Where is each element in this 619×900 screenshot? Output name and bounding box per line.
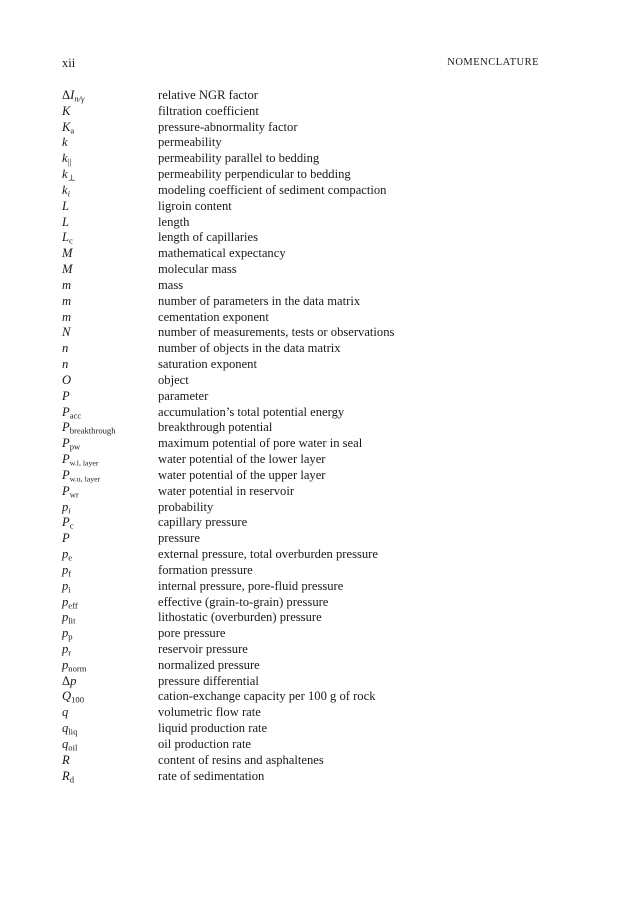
symbol (62, 120, 158, 136)
definition: normalized pressure (158, 657, 260, 672)
definition: modeling coefficient of sediment compaction (158, 182, 387, 197)
symbol (62, 310, 158, 326)
symbol-base: k (62, 151, 68, 166)
symbol-subscript: ⊥ (67, 172, 76, 183)
symbol (62, 294, 158, 310)
symbol (62, 167, 158, 183)
symbol-base: R (62, 768, 70, 783)
symbol (62, 246, 158, 262)
symbol-base: p (62, 578, 69, 593)
definition: water potential of the lower layer (158, 452, 326, 467)
definition: rate of sedimentation (158, 768, 265, 783)
symbol-base: n (62, 357, 69, 372)
nomenclature-entry (62, 151, 562, 167)
nomenclature-entry (62, 294, 562, 310)
symbol-subscript: norm (68, 663, 87, 674)
symbol (62, 642, 158, 658)
symbol-base: p (62, 657, 69, 672)
symbol-base: P (62, 467, 70, 482)
symbol-base: m (62, 309, 72, 324)
nomenclature-entry (62, 626, 562, 642)
definition: probability (158, 499, 214, 514)
symbol (62, 135, 158, 151)
symbol (62, 325, 158, 341)
symbol (62, 689, 158, 705)
symbol-subscript: liq (68, 726, 78, 737)
symbol-subscript: i (68, 505, 71, 516)
symbol-subscript: || (67, 156, 72, 167)
symbol-base: q (62, 736, 69, 751)
symbol-base: P (62, 531, 70, 546)
nomenclature-entry (62, 341, 562, 357)
symbol-subscript: wr (69, 489, 79, 500)
symbol-base: P (62, 420, 70, 435)
nomenclature-entry (62, 389, 562, 405)
symbol (62, 547, 158, 563)
definition: pore pressure (158, 626, 226, 641)
symbol (62, 341, 158, 357)
symbol (62, 452, 158, 468)
symbol (62, 753, 158, 769)
nomenclature-entry (62, 310, 562, 326)
nomenclature-entry (62, 215, 562, 231)
definition: cation-exchange capacity per 100 g of rock (158, 689, 376, 704)
symbol (62, 468, 158, 484)
definition: length (158, 214, 190, 229)
nomenclature-entry (62, 452, 562, 468)
symbol-subscript: i (68, 584, 71, 595)
symbol-base: N (62, 325, 71, 340)
definition: permeability perpendicular to bedding (158, 167, 351, 182)
definition: maximum potential of pore water in seal (158, 436, 363, 451)
nomenclature-entry (62, 531, 562, 547)
symbol-prefix: Δ (62, 673, 71, 688)
symbol-base: I (70, 88, 75, 102)
symbol-base: p (62, 610, 69, 625)
symbol-subscript: 100 (71, 694, 84, 705)
symbol (62, 626, 158, 642)
nomenclature-entry (62, 230, 562, 246)
symbol-base: R (62, 752, 70, 767)
symbol-base: k (62, 182, 68, 197)
symbol-base: m (62, 277, 72, 292)
symbol-subscript: w.u, layer (69, 474, 101, 484)
symbol (62, 658, 158, 674)
symbol (62, 215, 158, 231)
symbol (62, 737, 158, 753)
symbol-base: P (62, 483, 70, 498)
symbol (62, 389, 158, 405)
definition: ligroin content (158, 198, 232, 213)
definition: permeability parallel to bedding (158, 151, 320, 166)
definition: number of objects in the data matrix (158, 341, 341, 356)
symbol-base: k (62, 167, 68, 182)
definition: permeability (158, 135, 222, 150)
symbol (62, 357, 158, 373)
definition: object (158, 372, 189, 387)
symbol-base: p (62, 594, 69, 609)
symbol-base: M (62, 262, 73, 277)
symbol-subscript: oil (68, 742, 78, 753)
symbol (62, 484, 158, 500)
symbol (62, 769, 158, 785)
nomenclature-entry (62, 278, 562, 294)
symbol-subscript: d (69, 774, 74, 785)
definition: lithostatic (overburden) pressure (158, 610, 322, 625)
symbol-base: q (62, 705, 69, 720)
definition: saturation exponent (158, 357, 257, 372)
symbol-base: q (62, 721, 69, 736)
symbol-base: P (62, 452, 70, 467)
symbol-subscript: a (70, 125, 75, 136)
nomenclature-entry (62, 325, 562, 341)
nomenclature-entry (62, 484, 562, 500)
nomenclature-entry (62, 262, 562, 278)
symbol-subscript: i (67, 188, 70, 199)
symbol-base: P (62, 515, 70, 530)
symbol-subscript: pw (69, 441, 81, 452)
definition: water potential in reservoir (158, 483, 295, 498)
symbol-base: P (62, 404, 70, 419)
symbol-base: p (62, 499, 69, 514)
nomenclature-entry (62, 183, 562, 199)
symbol-subscript: e (68, 552, 73, 563)
symbol-base: p (62, 562, 69, 577)
definition: number of measurements, tests or observations (158, 325, 395, 340)
symbol (62, 278, 158, 294)
symbol (62, 262, 158, 278)
symbol (62, 420, 158, 436)
symbol-base: p (62, 641, 69, 656)
symbol-subscript: w.l, layer (69, 458, 99, 468)
nomenclature-entry (62, 135, 562, 151)
symbol-base: L (62, 214, 70, 229)
symbol-base: L (62, 198, 70, 213)
nomenclature-entry (62, 547, 562, 563)
symbol (62, 721, 158, 737)
definition: water potential of the upper layer (158, 467, 326, 482)
nomenclature-entry (62, 515, 562, 531)
nomenclature-entry (62, 357, 562, 373)
definition: pressure differential (158, 673, 259, 688)
symbol-base: O (62, 372, 72, 387)
symbol-base: P (62, 388, 70, 403)
nomenclature-entry (62, 88, 562, 104)
definition: parameter (158, 388, 209, 403)
symbol-base: k (62, 135, 68, 150)
symbol (62, 705, 158, 721)
definition: accumulation’s total potential energy (158, 404, 345, 419)
symbol-base: K (62, 119, 71, 134)
nomenclature-entry (62, 737, 562, 753)
nomenclature-list (62, 88, 562, 784)
symbol-base: M (62, 246, 73, 261)
symbol (62, 230, 158, 246)
symbol (62, 563, 158, 579)
nomenclature-entry (62, 563, 562, 579)
nomenclature-entry (62, 167, 562, 183)
symbol (62, 373, 158, 389)
nomenclature-entry (62, 246, 562, 262)
definition: external pressure, total overburden pressure (158, 547, 378, 562)
symbol-subscript: lit (68, 615, 76, 626)
definition: pressure-abnormality factor (158, 119, 298, 134)
nomenclature-entry (62, 674, 562, 690)
nomenclature-entry (62, 373, 562, 389)
symbol-subscript: breakthrough (69, 425, 116, 436)
nomenclature-entry (62, 689, 562, 705)
nomenclature-entry (62, 405, 562, 421)
nomenclature-entry (62, 104, 562, 120)
symbol (62, 104, 158, 120)
definition: relative NGR factor (158, 88, 259, 102)
symbol (62, 436, 158, 452)
definition: molecular mass (158, 262, 237, 277)
definition: mathematical expectancy (158, 246, 286, 261)
symbol-prefix: Δ (62, 88, 71, 102)
definition: length of capillaries (158, 230, 259, 245)
nomenclature-entry (62, 579, 562, 595)
nomenclature-entry (62, 595, 562, 611)
definition: filtration coefficient (158, 103, 259, 118)
definition: mass (158, 277, 184, 292)
definition: effective (grain-to-grain) pressure (158, 594, 329, 609)
symbol-base: p (62, 626, 69, 641)
definition: cementation exponent (158, 309, 269, 324)
definition: formation pressure (158, 562, 253, 577)
definition: oil production rate (158, 736, 252, 751)
symbol-subscript: r (68, 647, 72, 658)
nomenclature-entry (62, 436, 562, 452)
nomenclature-entry (62, 468, 562, 484)
nomenclature-entry (62, 721, 562, 737)
symbol (62, 531, 158, 547)
symbol (62, 405, 158, 421)
nomenclature-entry (62, 500, 562, 516)
definition: reservoir pressure (158, 641, 248, 656)
symbol (62, 610, 158, 626)
symbol-subscript: eff (68, 600, 78, 610)
page-number: xii (62, 56, 76, 70)
symbol-base: m (62, 293, 72, 308)
symbol-subscript: f (68, 568, 72, 579)
definition: liquid production rate (158, 721, 268, 736)
definition: volumetric flow rate (158, 705, 261, 720)
definition: pressure (158, 531, 200, 546)
symbol-subscript: n/γ (74, 93, 85, 104)
definition: internal pressure, pore-fluid pressure (158, 578, 344, 593)
definition: capillary pressure (158, 515, 248, 530)
symbol (62, 674, 158, 690)
symbol-subscript: p (68, 631, 73, 642)
symbol-base: L (62, 230, 70, 245)
symbol (62, 515, 158, 531)
nomenclature-entry (62, 705, 562, 721)
nomenclature-entry (62, 753, 562, 769)
nomenclature-entry (62, 769, 562, 785)
definition: content of resins and asphaltenes (158, 752, 324, 767)
symbol (62, 88, 158, 104)
definition: breakthrough potential (158, 420, 273, 435)
nomenclature-entry (62, 642, 562, 658)
nomenclature-entry (62, 120, 562, 136)
running-header: NOMENCLATURE (447, 57, 539, 68)
symbol-subscript: c (69, 520, 74, 531)
symbol (62, 500, 158, 516)
symbol-base: p (70, 673, 77, 688)
definition: number of parameters in the data matrix (158, 293, 361, 308)
symbol-base: K (62, 103, 71, 118)
nomenclature-entry (62, 658, 562, 674)
symbol (62, 579, 158, 595)
nomenclature-entry (62, 199, 562, 215)
symbol-base: P (62, 436, 70, 451)
symbol-subscript: acc (69, 410, 82, 421)
symbol-subscript: c (69, 235, 73, 246)
symbol (62, 199, 158, 215)
nomenclature-entry (62, 420, 562, 436)
symbol-base: p (62, 547, 69, 562)
symbol (62, 183, 158, 199)
symbol-base: Q (62, 689, 72, 704)
nomenclature-entry (62, 610, 562, 626)
symbol (62, 595, 158, 611)
symbol-base: n (62, 341, 69, 356)
symbol (62, 151, 158, 167)
